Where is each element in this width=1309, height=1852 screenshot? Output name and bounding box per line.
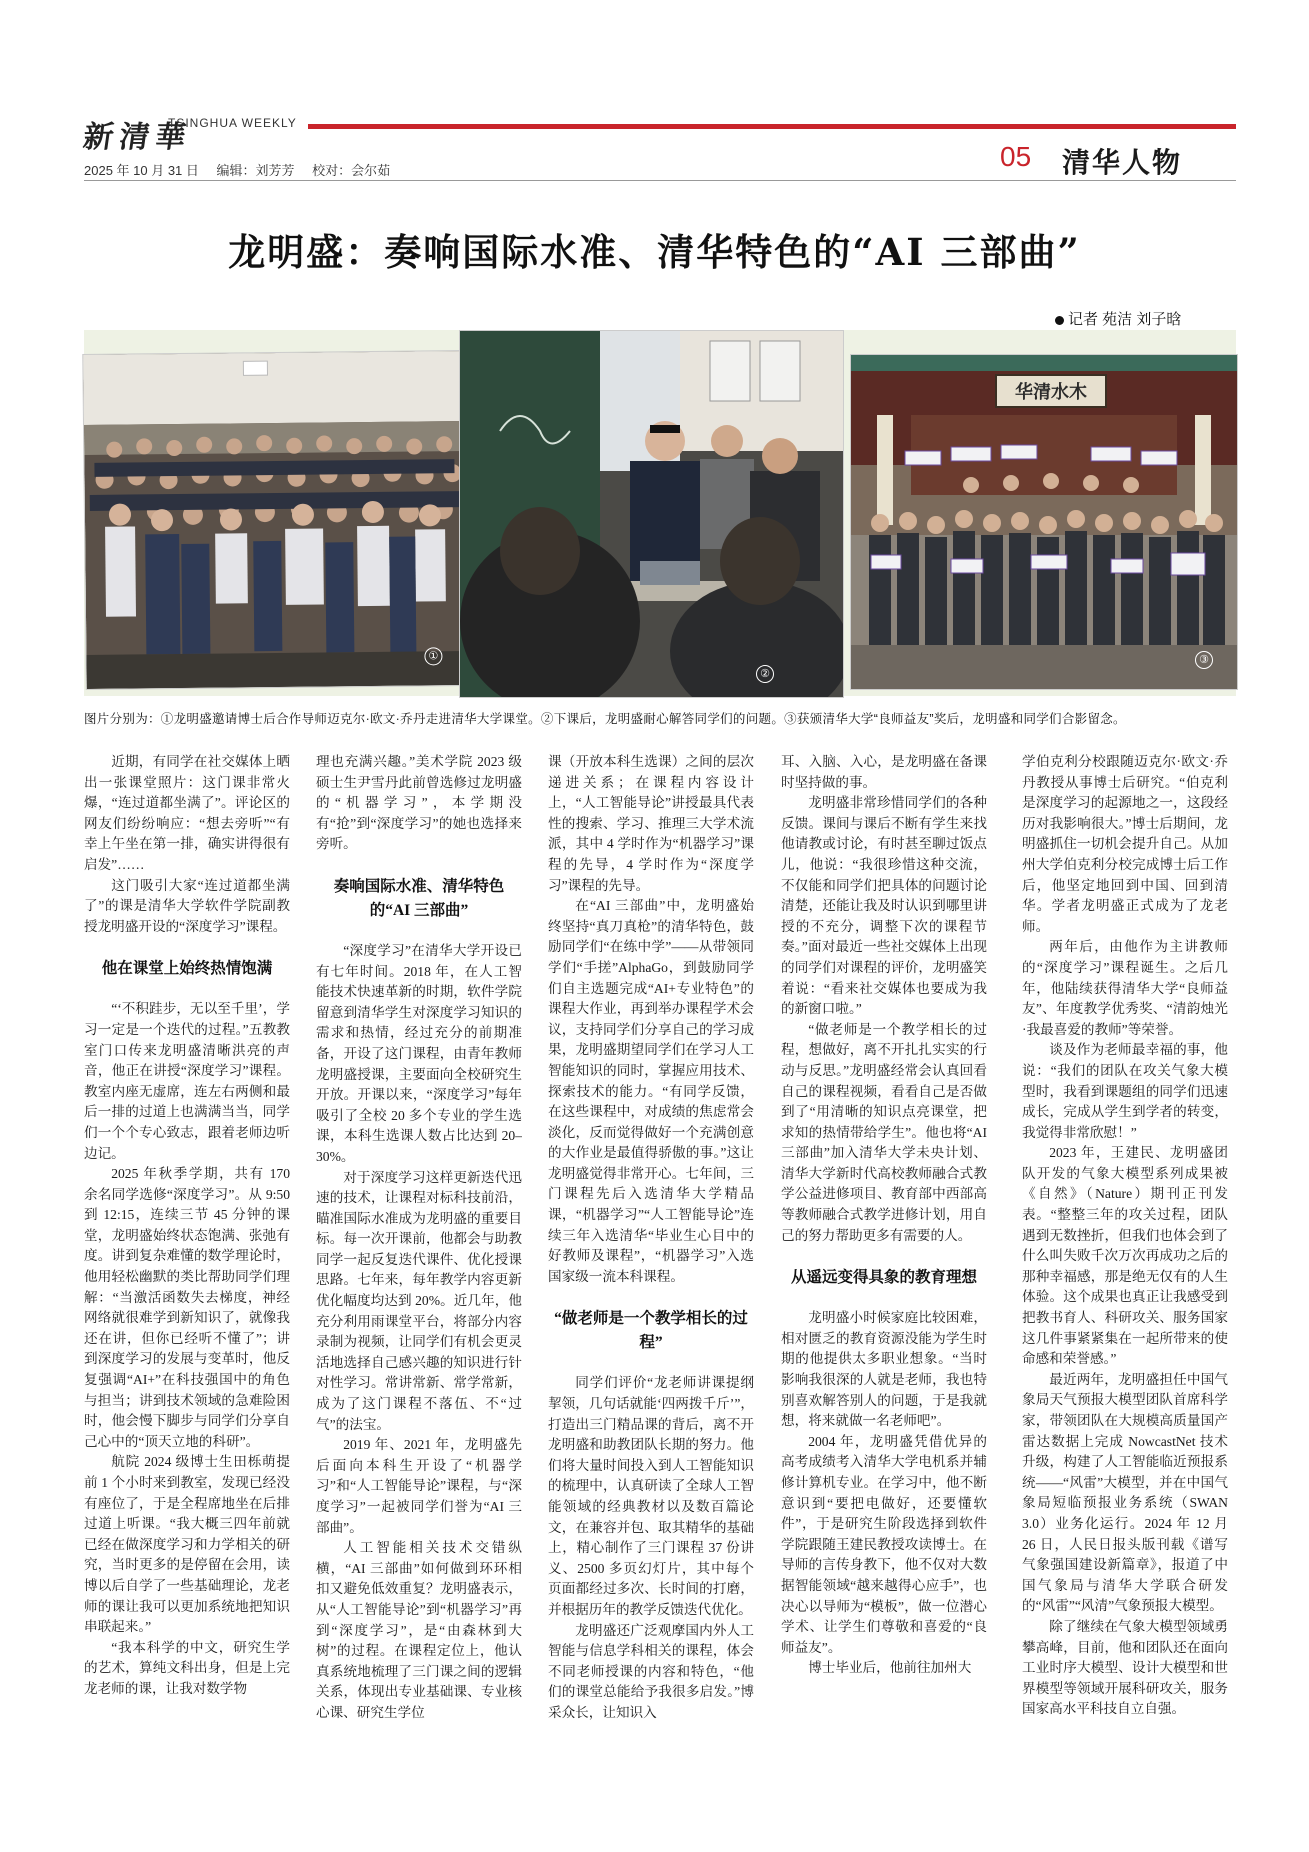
paragraph: 耳、入脑、入心，是龙明盛在备课时坚持做的事。 bbox=[781, 754, 987, 790]
paragraph: 课（开放本科生选课）之间的层次递进关系；在课程内容设计上，“人工智能导论”讲授最具代表性的搜索、学习、推理三大学术流派，其中 4 学时作为“机器学习”课程的先导，4 学时作为“深度学习”课程的先导。 bbox=[548, 754, 754, 893]
paragraph: 同学们评价“龙老师讲课提纲挈领，几句话就能‘四两拨千斤’”，打造出三门精品课的背后，离不开龙明盛和助教团队长期的努力。他们将大量时间投入到人工智能知识的梳理中，认真研读了全球人工智能领域的经典教材以及数百篇论文，在兼容并包、取其精华的基础上，精心制作了三门课程 37 份讲义、2500 多页幻灯片，其中每个页面都经过多次、长时间的打磨，并根据历年的教学反馈迭代优化。 bbox=[548, 1375, 754, 1617]
issue-info bbox=[84, 160, 404, 179]
photo-award-group bbox=[850, 354, 1238, 690]
photo-1-image bbox=[83, 351, 466, 689]
article-column-5 bbox=[1022, 752, 1228, 1824]
photo-lecture-hall-group bbox=[82, 350, 467, 690]
paragraph: 2023 年，王建民、龙明盛团队开发的气象大模型系列成果被《自然》（Nature）期刊正刊发表。“整整三年的攻关过程，团队遇到无数挫折，但我们也体会到了什么叫失败千次万次再成功之后的那种幸福感，那是绝无仅有的人生体验。这个成果也真正让我感受到把教书育人、科研攻关、服务国家这几件事紧紧集在一起所带来的使命感和荣誉感。” bbox=[1022, 1145, 1228, 1367]
editor-credit: 编辑：刘芳芳 bbox=[216, 163, 295, 178]
paragraph: 在“AI 三部曲”中，龙明盛始终坚持“真刀真枪”的清华特色，鼓励同学们“在练中学”——从带领同学们“手搓”AlphaGo，到鼓励同学们自主选题完成“AI+专业特色”的课程大作业，再到举办课程学术会议，支持同学们分享自己的学习成果，龙明盛期望同学们在学习人工智能知识的同时，掌握应用技术、探索技术的能力。“有同学反馈，在这些课程中，对成绩的焦虑常会淡化，反而觉得做好一个充满创意的大作业是最值得骄傲的事。”这让龙明盛觉得非常开心。七年间，三门课程先后入选清华大学精品课，“机器学习”“人工智能导论”连续三年入选清华“毕业生心目中的好教师及课程”，“机器学习”入选国家级一流本科课程。 bbox=[548, 898, 754, 1284]
article-column-1 bbox=[84, 752, 290, 1824]
paragraph: “深度学习”在清华大学开设已有七年时间。2018 年，在人工智能技术快速革新的时期，软件学院留意到清华学生对深度学习知识的需求和热情，经过充分的前期准备，开设了这门课程，由青年教师龙明盛授课，主要面向全校研究生开放。开课以来，“深度学习”每年吸引了全校 20 多个专业的学生选课，本科生选课人数占比达到 20–30%。 bbox=[316, 942, 522, 1164]
article-column-2 bbox=[316, 752, 522, 1824]
paragraph: 最近两年，龙明盛担任中国气象局天气预报大模型团队首席科学家，带领团队在大规模高质量国产雷达数据上完成 NowcastNet 技术升级，构建了人工智能临近预报系统——“风雷”大模型，并在中国气象局短临预报业务系统（SWAN 3.0）业务化运行。2024 年 12 月 26 日，人民日报头版刊载《谱写气象强国建设新篇章》，报道了中国气象局与清华大学联合研发的“风雷”“风清”气象预报大模型。 bbox=[1022, 1371, 1228, 1614]
subheading: 他在课堂上始终热情饱满 bbox=[101, 960, 273, 978]
paragraph: 除了继续在气象大模型领域勇攀高峰，目前，他和团队还在面向工业时序大模型、设计大模型和世界模型等领域开展科研攻关，服务国家高水平科技自立自强。 bbox=[1022, 1618, 1228, 1717]
photo-3-number: ③ bbox=[1195, 651, 1213, 669]
section-title: 清华人物 bbox=[1062, 146, 1183, 179]
paragraph: “我本科学的中文，研究生学的艺术，算纯文科出身，但是上完龙老师的课，让我对数学物 bbox=[84, 1639, 290, 1696]
paragraph: 2025 年秋季学期，共有 170 余名同学选修“深度学习”。从 9:50 到 12:15，连续三节 45 分钟的课堂，龙明盛始终状态饱满、张弛有度。讲到复杂难懂的数学理论时，他用轻松幽默的类比帮助同学们理解：“当激活函数失去梯度，神经网络就很难学到新知识了，就像我还在讲，但你已经听不懂了”；讲到深度学习的发展与变革时，他反复强调“AI+”在科技强国中的角色与担当；讲到技术领域的急难险困时，他会慢下脚步与同学们分享自己心中的“顶天立地的科研”。 bbox=[84, 1166, 290, 1449]
paragraph: 理也充满兴趣。”美术学院 2023 级硕士生尹雪丹此前曾选修过龙明盛的“机器学习”，本学期没有“抢”到“深度学习”的她也选择来旁听。 bbox=[316, 754, 522, 852]
article-column-3 bbox=[548, 752, 754, 1824]
paragraph: 两年后，由他作为主讲教师的“深度学习”课程诞生。之后几年，他陆续获得清华大学“良师益友”、年度教学优秀奖、“清韵烛光·我最喜爱的教师”等荣誉。 bbox=[1022, 939, 1228, 1037]
masthead-red-rule bbox=[308, 124, 1236, 129]
paragraph: 博士毕业后，他前往加州大 bbox=[808, 1660, 972, 1676]
subheading: “做老师是一个教学相长的过程” bbox=[554, 1310, 748, 1352]
paragraph: “‘不积跬步，无以至千里’，学习一定是一个迭代的过程。”五教教室门口传来龙明盛清晰洪亮的声音，他正在讲授“深度学习”课程。教室内座无虚席，连左右两侧和最后一排的过道上也满满当当，同学们一个个专心致志，跟着老师边听边记。 bbox=[84, 1001, 290, 1161]
plaque-text: 华清水木 bbox=[1015, 382, 1087, 403]
article-column-4 bbox=[781, 752, 987, 1824]
photo-caption: 图片分别为：①龙明盛邀请博士后合作导师迈克尔·欧文·乔丹走进清华大学课堂。②下课后，龙明盛耐心解答同学们的问题。③获颁清华大学“良师益友”奖后，龙明盛和同学们合影留念。 bbox=[84, 712, 1126, 726]
paragraph: 龙明盛小时候家庭比较困难，相对匮乏的教育资源没能为学生时期的他提供太多职业想象。“当时影响我很深的人就是老师，我也特别喜欢解答别人的问题，于是我就想，将来就做一名老师吧”。 bbox=[781, 1310, 987, 1429]
paragraph: 近期，有同学在社交媒体上晒出一张课堂照片：这门课非常火爆，“连过道都坐满了”。评论区的网友们纷纷响应：“想去旁听”“有幸上午坐在第一排，确实讲得很有启发”…… bbox=[84, 754, 290, 872]
byline-text: 记者 苑洁 刘子晗 bbox=[1068, 311, 1182, 328]
photo-2-number: ② bbox=[756, 665, 774, 683]
paragraph: 2019 年、2021 年，龙明盛先后面向本科生开设了“机器学习”和“人工智能导论”课程，与“深度学习”一起被同学们誉为“AI 三部曲”。 bbox=[316, 1437, 522, 1535]
masthead-divider bbox=[84, 180, 1236, 181]
issue-date: 2025 年 10 月 31 日 bbox=[84, 163, 199, 178]
photo-3-image bbox=[851, 355, 1237, 689]
photo-2-image bbox=[460, 331, 843, 697]
byline-bullet-icon bbox=[1055, 316, 1064, 325]
proofreader-credit: 校对：会尔茹 bbox=[312, 163, 391, 178]
paragraph: 对于深度学习这样更新迭代迅速的技术，让课程对标科技前沿，瞄准国际水准成为龙明盛的重要目标。每一次开课前，他都会与助教同学一起反复迭代课件、优化授课思路。七年来，每年教学内容更新优化幅度均达到 20%。近几年，他充分利用雨课堂平台，将部分内容录制为视频，让同学们有机会更灵活地选择自己感兴趣的知识进行针对性学习。常讲常新、常学常新，成为了这门课程不落伍、不“过气”的法宝。 bbox=[316, 1169, 522, 1432]
article-headline: 龙明盛：奏响国际水准、清华特色的“AI 三部曲” bbox=[228, 230, 1081, 274]
paragraph: 航院 2024 级博士生田栎萌提前 1 个小时来到教室，发现已经没有座位了，于是全程席地坐在后排过道上听课。“我大概三四年前就已经在做深度学习和力学相关的研究，当时更多的是停留在会用，读博以后自学了一些基础理论，龙老师的课让我可以更加系统地把知识串联起来。” bbox=[84, 1454, 290, 1635]
paragraph: 龙明盛还广泛观摩国内外人工智能与信息学科相关的课程，体会不同老师授课的内容和特色，“他们的课堂总能给予我很多启发。”博采众长，让知识入 bbox=[548, 1622, 754, 1720]
paragraph: 这门吸引大家“连过道都坐满了”的课是清华大学软件学院副教授龙明盛开设的“深度学习”课程。 bbox=[84, 877, 290, 934]
paragraph: “做老师是一个教学相长的过程，想做好，离不开扎扎实实的行动与反思。”龙明盛经常会认真回看自己的课程视频，看看自己是否做到了“用清晰的知识点亮课堂，把求知的热情带给学生”。他也将“AI 三部曲”加入清华大学未央计划、清华大学新时代高校教师融合式教学公益进修项目、教育部中西部高等教师融合式教学进修计划，用自己的努力帮助更多有需要的人。 bbox=[781, 1021, 987, 1243]
newspaper-logo: 新清華 bbox=[81, 120, 194, 155]
paragraph: 2004 年，龙明盛凭借优异的高考成绩考入清华大学电机系并辅修计算机专业。在学习中，他不断意识到“要把电做好，还要懂软件”，于是研究生阶段选择到软件学院跟随王建民教授攻读博士。在导师的言传身教下，他不仅对大数据智能领域“越来越得心应手”，也决心以导师为“模板”，做一位潜心学术、让学生们尊敬和喜爱的“良师益友”。 bbox=[781, 1433, 987, 1655]
page-number: 05 bbox=[1000, 141, 1032, 172]
photo-1-number: ① bbox=[424, 647, 442, 665]
subheading: 奏响国际水准、清华特色的“AI 三部曲” bbox=[333, 877, 505, 919]
paragraph: 龙明盛非常珍惜同学们的各种反馈。课间与课后不断有学生来找他请教或讨论，有时甚至聊过饭点儿，他说：“我很珍惜这种交流，不仅能和同学们把具体的问题讨论清楚，还能让我及时认识到哪里讲授的不充分，调整下次的课程节奏。”面对最近一些社交媒体上出现的同学们对课程的评价，龙明盛笑着说：“看来社交媒体也要成为我的新窗口啦。” bbox=[781, 795, 987, 1017]
paragraph: 人工智能相关技术交错纵横，“AI 三部曲”如何做到环环相扣又避免低效重复？龙明盛表示，从“人工智能导论”到“机器学习”再到“深度学习”，是“由森林到大树”的过程。在课程定位上，他认真系统地梳理了三门课之间的逻辑关系，体现出专业基础课、专业核心课、研究生学位 bbox=[316, 1540, 522, 1720]
newspaper-english-name: TSINGHUA WEEKLY bbox=[168, 116, 297, 130]
photo-strip bbox=[84, 330, 1236, 696]
byline bbox=[1055, 308, 1181, 329]
subheading: 从遥远变得具象的教育理想 bbox=[790, 1269, 977, 1287]
paragraph: 谈及作为老师最幸福的事，他说：“我们的团队在攻关气象大模型时，我看到课题组的同学们迅速成长，完成从学生到学者的转变，我觉得非常欣慰！” bbox=[1022, 1042, 1228, 1140]
photo-after-class-qa bbox=[459, 330, 844, 698]
paragraph: 学伯克利分校跟随迈克尔·欧文·乔丹教授从事博士后研究。“伯克利是深度学习的起源地之一，这段经历对我影响很大。”博士后期间，龙明盛抓住一切机会提升自己。从加州大学伯克利分校完成博士后工作后，他坚定地回到中国、回到清华。学者龙明盛正式成为了龙老师。 bbox=[1022, 754, 1228, 934]
